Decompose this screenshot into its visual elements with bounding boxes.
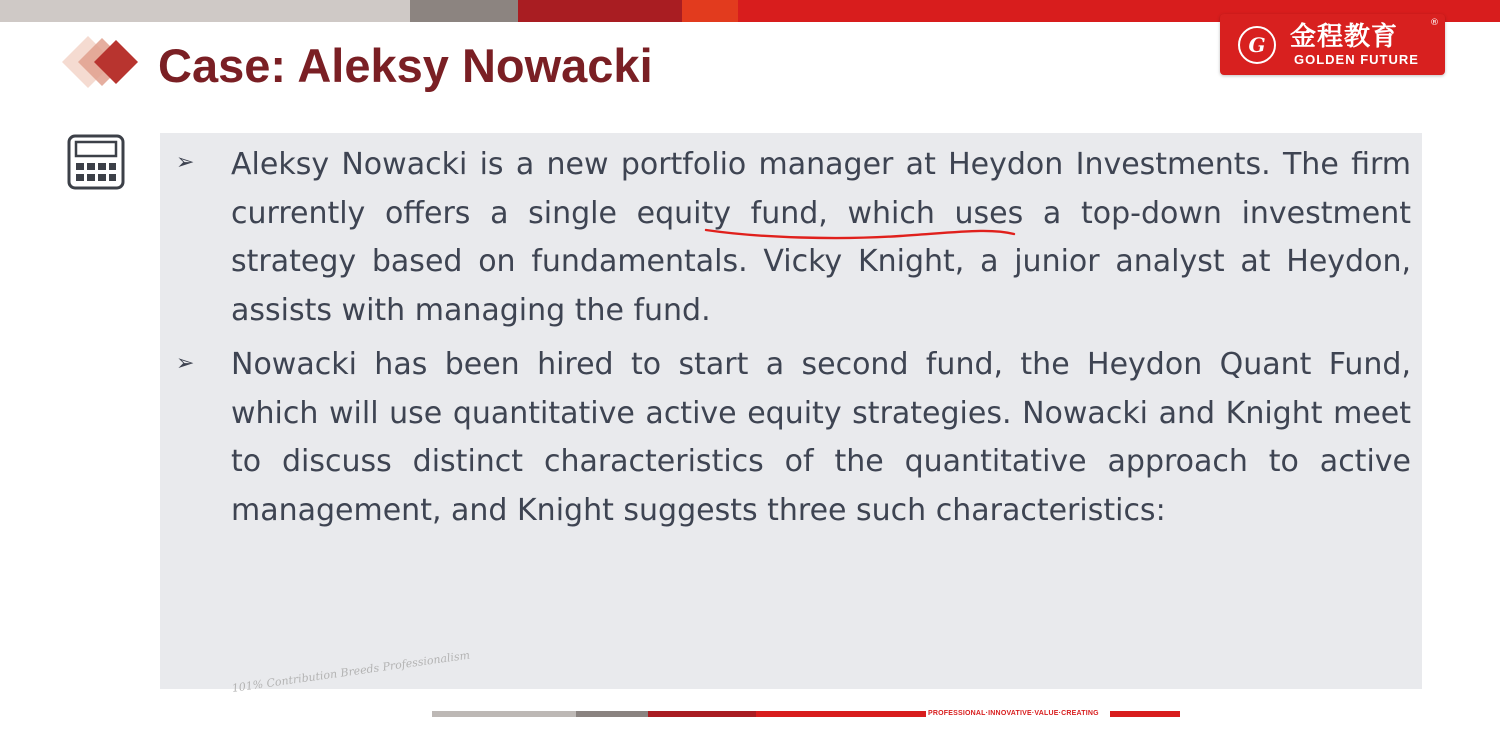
- logo-emblem-letter: G: [1248, 33, 1266, 57]
- slide-title: Case: Aleksy Nowacki: [158, 39, 653, 92]
- golden-future-logo: [1220, 14, 1445, 75]
- bullet-arrow-icon: ➢: [176, 351, 195, 376]
- logo-emblem-icon: [1238, 26, 1276, 64]
- footer-line-segment: [1110, 711, 1180, 717]
- footer-slogan: 101% Contribution Breeds Professionalism: [231, 648, 471, 695]
- title-diamond-icon: [58, 32, 158, 92]
- footer-tagline: PROFESSIONAL·INNOVATIVE·VALUE·CREATING: [928, 710, 1099, 717]
- footer-line-segment: [432, 711, 576, 717]
- footer-line-segment: [756, 711, 926, 717]
- bullet-arrow-icon: ➢: [176, 150, 195, 175]
- footer-line-segment: [648, 711, 756, 717]
- bullet-paragraph-1: Aleksy Nowacki is a new portfolio manager at Heydon Investments. The firm currently offers a single equity fund, which uses a top-down investment strategy based on fundamentals. Vicky Knight, a junior analyst at Heydon, assists with managing the fund.: [231, 147, 1411, 328]
- bullet-paragraph-2: Nowacki has been hired to start a second fund, the Heydon Quant Fund, which will use quantitative active equity strategies. Nowacki and Knight meet to discuss distinct characteristics of the quantitative approach to active management, and Knight suggests three such characteristics:: [231, 347, 1411, 528]
- calculator-icon: [67, 134, 125, 190]
- logo-chinese-name: 金程教育: [1290, 22, 1399, 52]
- logo-registered-mark: ®: [1430, 18, 1439, 28]
- strip-segment: [410, 0, 518, 22]
- strip-segment: [0, 0, 410, 22]
- logo-english-name: GOLDEN FUTURE: [1294, 52, 1419, 67]
- strip-segment: [518, 0, 682, 22]
- footer-line-segment: [576, 711, 648, 717]
- strip-segment: [682, 0, 738, 22]
